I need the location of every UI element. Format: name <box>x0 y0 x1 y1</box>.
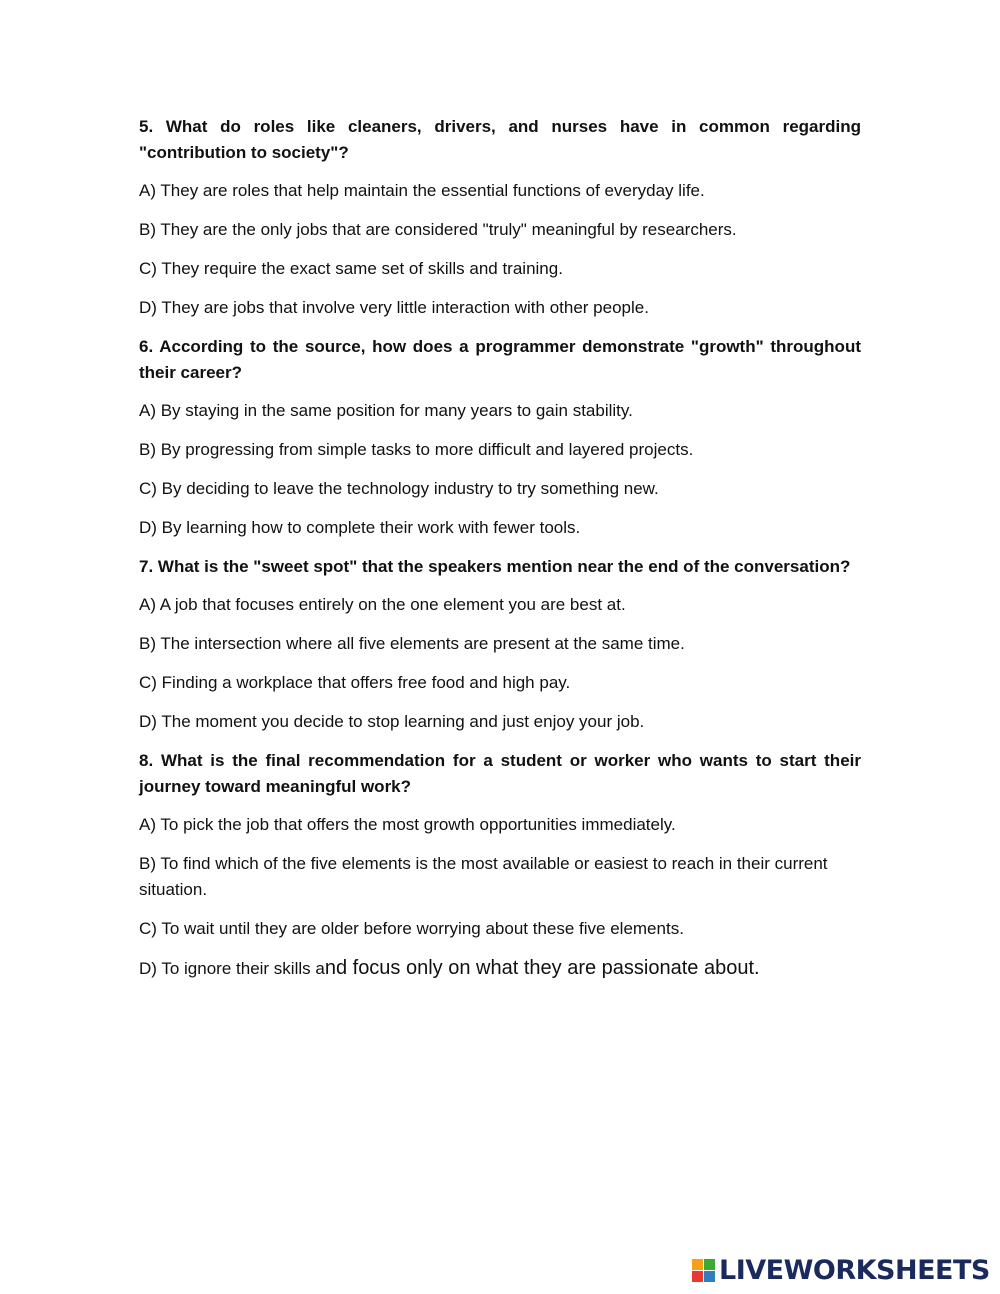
option-8b[interactable]: B) To find which of the five elements is the most available or easiest to reach in their current situation. <box>139 854 828 899</box>
option-5b[interactable]: B) They are the only jobs that are considered "truly" meaningful by researchers. <box>139 220 737 239</box>
option-5d[interactable]: D) They are jobs that involve very little interaction with other people. <box>139 298 649 317</box>
option-5c[interactable]: C) They require the exact same set of skills and training. <box>139 259 563 278</box>
option-8d-small-part: D) To ignore their skills a <box>139 959 325 978</box>
option-8c[interactable]: C) To wait until they are older before worrying about these five elements. <box>139 919 684 938</box>
logo-block-v <box>692 1271 703 1282</box>
logo-blocks-icon <box>692 1259 715 1282</box>
option-6c[interactable]: C) By deciding to leave the technology industry to try something new. <box>139 479 659 498</box>
logo-block-l <box>692 1259 703 1270</box>
logo-text: LIVEWORKSHEETS <box>719 1254 990 1286</box>
option-7b[interactable]: B) The intersection where all five elements are present at the same time. <box>139 634 685 653</box>
option-8d-large-part: nd focus only on what they are passionate about. <box>324 957 760 979</box>
option-5a[interactable]: A) They are roles that help maintain the essential functions of everyday life. <box>139 181 705 200</box>
option-8d[interactable] <box>139 955 861 982</box>
liveworksheets-logo <box>692 1253 990 1287</box>
option-6d[interactable]: D) By learning how to complete their work with fewer tools. <box>139 518 581 537</box>
option-7c[interactable]: C) Finding a workplace that offers free food and high pay. <box>139 673 571 692</box>
question-5: 5. What do roles like cleaners, drivers, and nurses have in common regarding "contribution to society"? <box>139 117 861 162</box>
question-7: 7. What is the "sweet spot" that the speakers mention near the end of the conversation? <box>139 557 851 576</box>
logo-block-e <box>704 1271 715 1282</box>
option-6b[interactable]: B) By progressing from simple tasks to more difficult and layered projects. <box>139 440 694 459</box>
option-8a[interactable]: A) To pick the job that offers the most growth opportunities immediately. <box>139 815 676 834</box>
logo-block-i <box>704 1259 715 1270</box>
worksheet-page <box>139 114 861 995</box>
question-6: 6. According to the source, how does a programmer demonstrate "growth" throughout their career? <box>139 337 861 382</box>
option-7d[interactable]: D) The moment you decide to stop learning and just enjoy your job. <box>139 712 645 731</box>
question-8: 8. What is the final recommendation for a student or worker who wants to start their journey toward meaningful work? <box>139 751 861 796</box>
option-6a[interactable]: A) By staying in the same position for many years to gain stability. <box>139 401 633 420</box>
option-7a[interactable]: A) A job that focuses entirely on the one element you are best at. <box>139 595 626 614</box>
